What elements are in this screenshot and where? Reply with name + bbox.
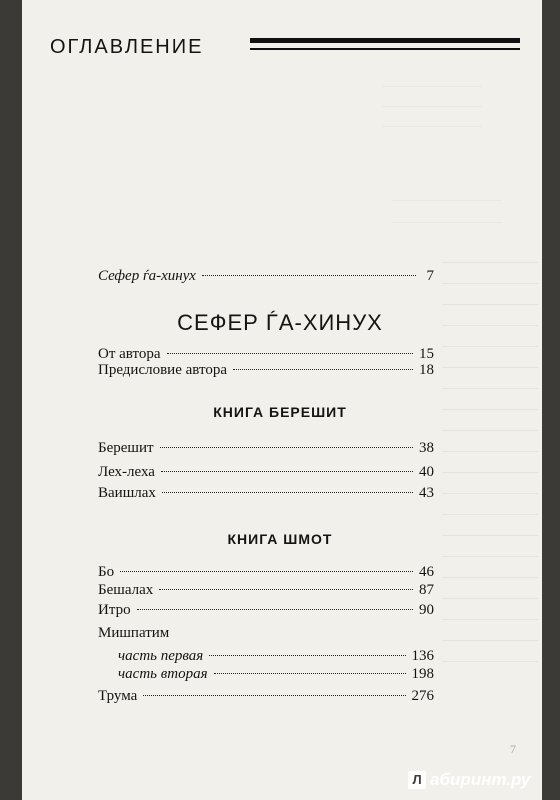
toc-entry-page: 18 bbox=[419, 362, 434, 378]
leader-dots bbox=[202, 275, 416, 276]
toc-entry-label: часть вторая bbox=[118, 666, 208, 682]
book-page bbox=[22, 0, 542, 800]
toc-entry-page: 15 bbox=[419, 346, 434, 362]
leader-dots bbox=[233, 369, 413, 370]
page-number: 7 bbox=[510, 742, 516, 756]
leader-dots bbox=[167, 353, 413, 354]
bleed-through-text bbox=[392, 200, 502, 244]
toc-entry[interactable] bbox=[98, 346, 434, 363]
toc-entry-intro[interactable] bbox=[98, 268, 434, 285]
toc-entry-page: 7 bbox=[426, 268, 434, 284]
leader-dots bbox=[214, 673, 406, 674]
leader-dots bbox=[162, 492, 413, 493]
labirint-logo-icon: Л bbox=[408, 771, 426, 789]
header-rule-thick bbox=[250, 38, 520, 43]
toc-entry-page: 90 bbox=[419, 602, 434, 618]
toc-subentry[interactable] bbox=[118, 648, 434, 665]
toc-entry-page: 43 bbox=[419, 485, 434, 501]
leader-dots bbox=[209, 655, 405, 656]
toc-entry-label: Сефер ѓа-хинух bbox=[98, 268, 196, 284]
toc-header bbox=[50, 32, 520, 62]
toc-entry-label: Предисловие автора bbox=[98, 362, 227, 378]
part-title: СЕФЕР ЃА-ХИНУХ bbox=[177, 310, 383, 335]
toc-entry-page: 38 bbox=[419, 440, 434, 456]
toc-entry-label: Итро bbox=[98, 602, 131, 618]
toc-entry-page: 276 bbox=[411, 688, 434, 704]
toc-entry-label: Лех-леха bbox=[98, 464, 155, 480]
toc-entry-label: Бешалах bbox=[98, 582, 154, 598]
toc-entry[interactable] bbox=[98, 464, 434, 481]
book-title: КНИГА ШМОТ bbox=[227, 531, 333, 547]
toc-entry-page: 46 bbox=[419, 564, 434, 580]
toc-entry-label: Берешит bbox=[98, 440, 154, 456]
header-rule-thin bbox=[250, 48, 520, 50]
toc-subentry[interactable] bbox=[118, 666, 434, 683]
watermark bbox=[408, 770, 530, 790]
bleed-through-text bbox=[382, 86, 482, 142]
leader-dots bbox=[159, 589, 413, 590]
toc-entry-label: Ваишлах bbox=[98, 485, 156, 501]
leader-dots bbox=[143, 695, 405, 696]
toc-entry-page: 136 bbox=[411, 648, 434, 664]
toc-entry[interactable] bbox=[98, 440, 434, 457]
toc-entry-label: часть первая bbox=[118, 648, 204, 664]
toc-entry-page: 198 bbox=[411, 666, 434, 682]
toc-entry-page: 87 bbox=[419, 582, 434, 598]
toc-entry[interactable] bbox=[98, 688, 434, 705]
toc-entry[interactable] bbox=[98, 582, 434, 599]
toc-entry[interactable] bbox=[98, 602, 434, 619]
toc-entry[interactable] bbox=[98, 362, 434, 379]
toc-entry-label: Бо bbox=[98, 564, 115, 580]
toc-entry[interactable] bbox=[98, 564, 434, 581]
toc-entry-page: 40 bbox=[419, 464, 434, 480]
watermark-text: абиринт.ру bbox=[430, 770, 531, 789]
leader-dots bbox=[161, 471, 413, 472]
leader-dots bbox=[137, 609, 413, 610]
toc-entry[interactable] bbox=[98, 485, 434, 502]
toc-title: ОГЛАВЛЕНИЕ bbox=[50, 36, 204, 58]
book-title: КНИГА БЕРЕШИТ bbox=[213, 404, 347, 420]
toc-subheading: Мишпатим bbox=[98, 625, 170, 641]
leader-dots bbox=[160, 447, 413, 448]
leader-dots bbox=[120, 571, 413, 572]
toc-entry-label: Трума bbox=[98, 688, 138, 704]
toc-entry-label: От автора bbox=[98, 346, 161, 362]
